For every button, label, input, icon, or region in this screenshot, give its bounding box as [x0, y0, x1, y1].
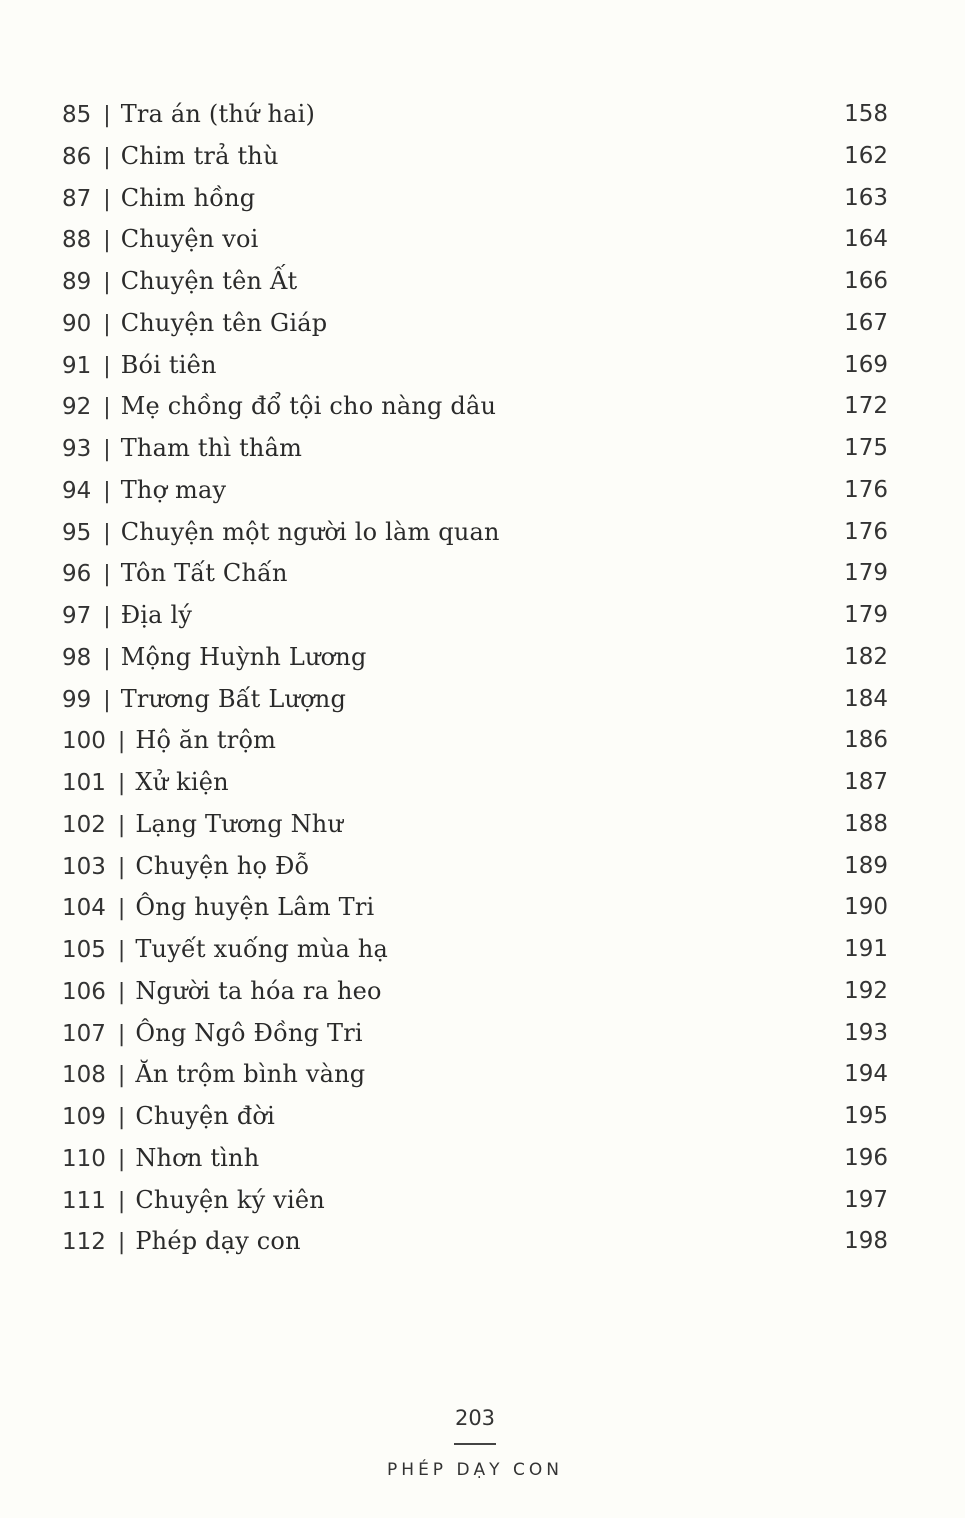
toc-entry-number: 99	[62, 686, 92, 713]
toc-entry-title: Chuyện họ Đỗ	[135, 851, 310, 880]
toc-entry-page: 194	[844, 1061, 888, 1088]
toc-separator: |	[117, 896, 126, 922]
toc-entry[interactable]	[62, 178, 888, 220]
toc-entry-title: Trương Bất Lượng	[120, 684, 347, 713]
toc-entry-page: 167	[844, 309, 888, 336]
toc-separator: |	[103, 311, 111, 337]
toc-entry[interactable]	[62, 1013, 888, 1055]
toc-separator: |	[117, 1146, 126, 1172]
toc-entry-title: Mẹ chồng đổ tội cho nàng dâu	[120, 392, 497, 421]
running-footer-title: PHÉP DẠY CON	[387, 1460, 563, 1480]
toc-entry-page: 193	[844, 1019, 888, 1046]
toc-entry-title: Tham thì thâm	[120, 434, 303, 462]
toc-separator: |	[103, 687, 111, 713]
toc-entry-number: 104	[62, 895, 106, 922]
toc-entry[interactable]	[62, 846, 888, 888]
toc-entry-page: 189	[844, 852, 888, 879]
toc-entry-page: 158	[844, 101, 888, 127]
toc-entry[interactable]	[62, 136, 888, 178]
toc-entry-title: Chuyện tên Ất	[120, 267, 298, 295]
toc-entry[interactable]	[62, 929, 888, 971]
toc-entry-page: 192	[844, 977, 888, 1004]
toc-entry-number: 92	[62, 394, 92, 421]
toc-entry-page: 188	[844, 810, 888, 837]
toc-entry-title: Người ta hóa ra heo	[135, 976, 382, 1005]
toc-entry[interactable]	[62, 887, 888, 929]
toc-entry[interactable]	[62, 720, 888, 762]
toc-entry-number: 106	[62, 978, 106, 1005]
toc-entry-number: 94	[62, 477, 92, 504]
toc-separator: |	[103, 645, 111, 671]
toc-entry-title: Phép dạy con	[135, 1227, 301, 1256]
toc-entry-title: Lạng Tương Như	[135, 809, 344, 838]
toc-entry-title: Tra án (thứ hai)	[120, 100, 316, 128]
toc-separator: |	[103, 228, 111, 254]
toc-entry[interactable]	[62, 386, 888, 428]
toc-entry-title: Chuyện một người lo làm quan	[120, 517, 500, 546]
toc-entry-title: Tuyết xuống mùa hạ	[135, 935, 389, 963]
toc-entry-number: 89	[62, 269, 92, 295]
toc-separator: |	[117, 854, 126, 880]
toc-entry-page: 187	[844, 769, 888, 795]
toc-entry[interactable]	[62, 94, 888, 136]
toc-separator: |	[117, 771, 126, 796]
toc-entry-page: 166	[844, 268, 888, 294]
toc-entry-page: 169	[844, 351, 888, 378]
toc-separator: |	[103, 604, 111, 629]
toc-entry-title: Bói tiên	[120, 350, 217, 379]
toc-entry-page: 179	[844, 560, 888, 587]
toc-entry[interactable]	[62, 1054, 888, 1096]
toc-entry-page: 190	[844, 894, 888, 921]
toc-entry-number: 86	[62, 143, 92, 170]
toc-entry[interactable]	[62, 1180, 888, 1222]
toc-entry[interactable]	[62, 595, 888, 637]
toc-entry-number: 105	[62, 937, 106, 963]
toc-separator: |	[103, 353, 111, 379]
toc-entry-number: 95	[62, 519, 92, 546]
toc-entry-page: 198	[844, 1228, 888, 1255]
toc-entry-number: 103	[62, 853, 106, 880]
page-number: 203	[454, 1406, 496, 1430]
toc-entry-number: 96	[62, 561, 92, 588]
toc-entry-page: 197	[844, 1186, 888, 1213]
toc-entry-title: Nhơn tình	[135, 1143, 260, 1172]
toc-entry-title: Chuyện voi	[120, 225, 259, 254]
toc-entry[interactable]	[62, 553, 888, 595]
toc-entry-page: 196	[844, 1144, 888, 1171]
toc-entry[interactable]	[62, 219, 888, 261]
toc-separator: |	[117, 812, 126, 838]
toc-separator: |	[117, 729, 126, 755]
toc-entry-number: 112	[62, 1229, 106, 1256]
toc-entry-title: Mộng Huỳnh Lương	[120, 642, 367, 671]
toc-entry-page: 164	[844, 226, 888, 253]
toc-entry-number: 93	[62, 436, 92, 462]
toc-entry-number: 109	[62, 1104, 106, 1130]
toc-entry[interactable]	[62, 303, 888, 345]
toc-entry-title: Chim trả thù	[120, 141, 279, 170]
toc-entry[interactable]	[62, 1138, 888, 1180]
toc-separator: |	[103, 395, 111, 421]
toc-entry-page: 179	[844, 602, 888, 628]
toc-separator: |	[103, 270, 111, 295]
toc-entry-number: 101	[62, 770, 106, 796]
toc-entry-number: 110	[62, 1145, 106, 1172]
toc-entry-number: 107	[62, 1020, 106, 1047]
toc-entry-title: Chuyện đời	[135, 1102, 275, 1130]
toc-entry[interactable]	[62, 512, 888, 554]
toc-entry-title: Chuyện ký viên	[135, 1185, 325, 1214]
toc-separator: |	[117, 1021, 126, 1047]
toc-entry-title: Tôn Tất Chấn	[120, 559, 288, 588]
toc-entry-number: 90	[62, 310, 92, 337]
toc-entry-number: 85	[62, 102, 92, 128]
toc-entry-number: 111	[62, 1187, 106, 1214]
toc-separator: |	[103, 478, 111, 504]
toc-entry-number: 97	[62, 603, 92, 629]
toc-entry[interactable]	[62, 804, 888, 846]
toc-entry-page: 182	[844, 643, 888, 670]
toc-separator: |	[103, 144, 111, 170]
toc-separator: |	[103, 103, 111, 128]
toc-entry[interactable]	[62, 679, 888, 721]
toc-entry[interactable]	[62, 428, 888, 470]
toc-entry-title: Ông huyện Lâm Tri	[135, 893, 375, 922]
toc-entry-number: 102	[62, 811, 106, 838]
toc-separator: |	[117, 979, 126, 1005]
toc-entry-title: Ăn trộm bình vàng	[135, 1060, 366, 1089]
toc-entry-number: 98	[62, 644, 92, 671]
toc-entry[interactable]	[62, 1221, 888, 1263]
toc-entry[interactable]	[62, 261, 888, 303]
toc-entry-page: 175	[844, 435, 888, 461]
toc-entry[interactable]	[62, 470, 888, 512]
toc-entry-title: Địa lý	[120, 601, 193, 629]
toc-entry[interactable]	[62, 762, 888, 804]
toc-entry-title: Thợ may	[120, 475, 227, 504]
toc-entry-title: Chim hồng	[120, 183, 256, 212]
toc-entry-title: Xử kiện	[135, 768, 229, 796]
toc-entry[interactable]	[62, 971, 888, 1013]
toc-entry-page: 186	[844, 727, 888, 754]
toc-entry-number: 100	[62, 728, 106, 755]
toc-entry-title: Ông Ngô Đồng Tri	[135, 1018, 363, 1047]
toc-separator: |	[103, 562, 111, 588]
toc-entry-page: 176	[844, 476, 888, 503]
toc-separator: |	[103, 520, 111, 546]
toc-entry[interactable]	[62, 345, 888, 387]
toc-separator: |	[103, 186, 111, 212]
toc-entry-number: 88	[62, 227, 92, 254]
footer-divider	[454, 1443, 496, 1445]
toc-separator: |	[117, 1230, 126, 1256]
toc-entry-page: 172	[844, 393, 888, 420]
toc-entry-page: 162	[844, 142, 888, 169]
toc-entry[interactable]	[62, 1096, 888, 1138]
toc-entry[interactable]	[62, 637, 888, 679]
toc-entry-page: 176	[844, 518, 888, 545]
toc-entry-page: 184	[844, 685, 888, 712]
toc-entry-number: 87	[62, 185, 92, 212]
toc-entry-number: 108	[62, 1062, 106, 1089]
toc-entry-title: Chuyện tên Giáp	[120, 308, 328, 337]
toc-separator: |	[117, 938, 126, 963]
toc-entry-page: 195	[844, 1103, 888, 1129]
toc-separator: |	[117, 1188, 126, 1214]
toc-separator: |	[117, 1105, 126, 1130]
toc-entry-number: 91	[62, 352, 92, 379]
toc-entry-page: 163	[844, 184, 888, 211]
toc-separator: |	[117, 1063, 126, 1089]
toc-separator: |	[103, 437, 111, 462]
toc-entry-page: 191	[844, 936, 888, 962]
table-of-contents	[62, 94, 888, 1263]
toc-entry-title: Hộ ăn trộm	[135, 726, 277, 755]
